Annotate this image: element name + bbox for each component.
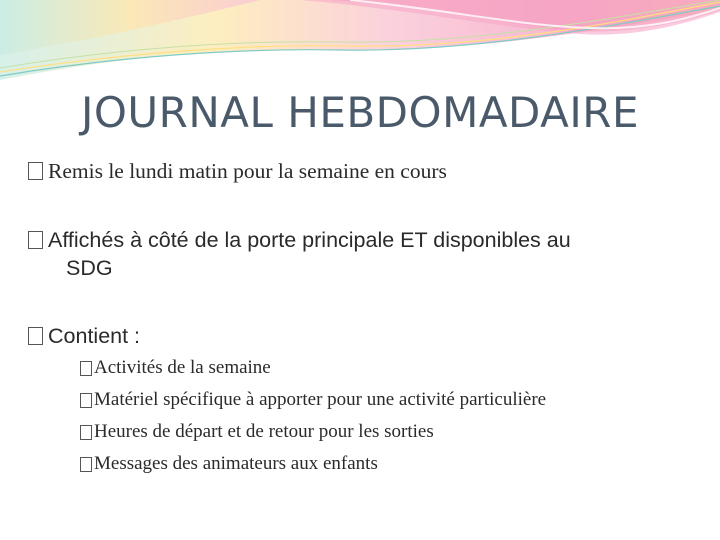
sub-bullet-box-icon (80, 457, 92, 472)
bullet-text: Affichés à côté de la porte principale ET disponibles au (48, 228, 571, 252)
sub-bullet-item (80, 356, 271, 380)
bullet-text-continuation: SDG (66, 256, 113, 280)
sub-bullet-text: Messages des animateurs aux enfants (94, 453, 378, 474)
bullet-box-icon (28, 162, 43, 180)
sub-bullet-text: Heures de départ et de retour pour les sorties (94, 421, 434, 442)
sub-bullet-text: Activités de la semaine (94, 357, 271, 378)
bullet-box-icon (28, 327, 43, 345)
sub-bullet-text: Matériel spécifique à apporter pour une activité particulière (94, 389, 547, 410)
sub-bullet-box-icon (80, 425, 92, 440)
bullet-item (28, 322, 140, 350)
sub-bullet-box-icon (80, 361, 92, 376)
sub-bullet-item (80, 452, 378, 476)
slide-title: JOURNAL HEBDOMADAIRE (80, 88, 639, 137)
sub-bullet-box-icon (80, 393, 92, 408)
bullet-text: Remis le lundi matin pour la semaine en cours (48, 159, 447, 183)
bullet-item (28, 226, 571, 254)
sub-bullet-item (80, 420, 434, 444)
sub-bullet-item (80, 388, 546, 412)
bullet-text: Contient : (48, 324, 141, 348)
bullet-item (28, 157, 447, 185)
bullet-box-icon (28, 231, 43, 249)
